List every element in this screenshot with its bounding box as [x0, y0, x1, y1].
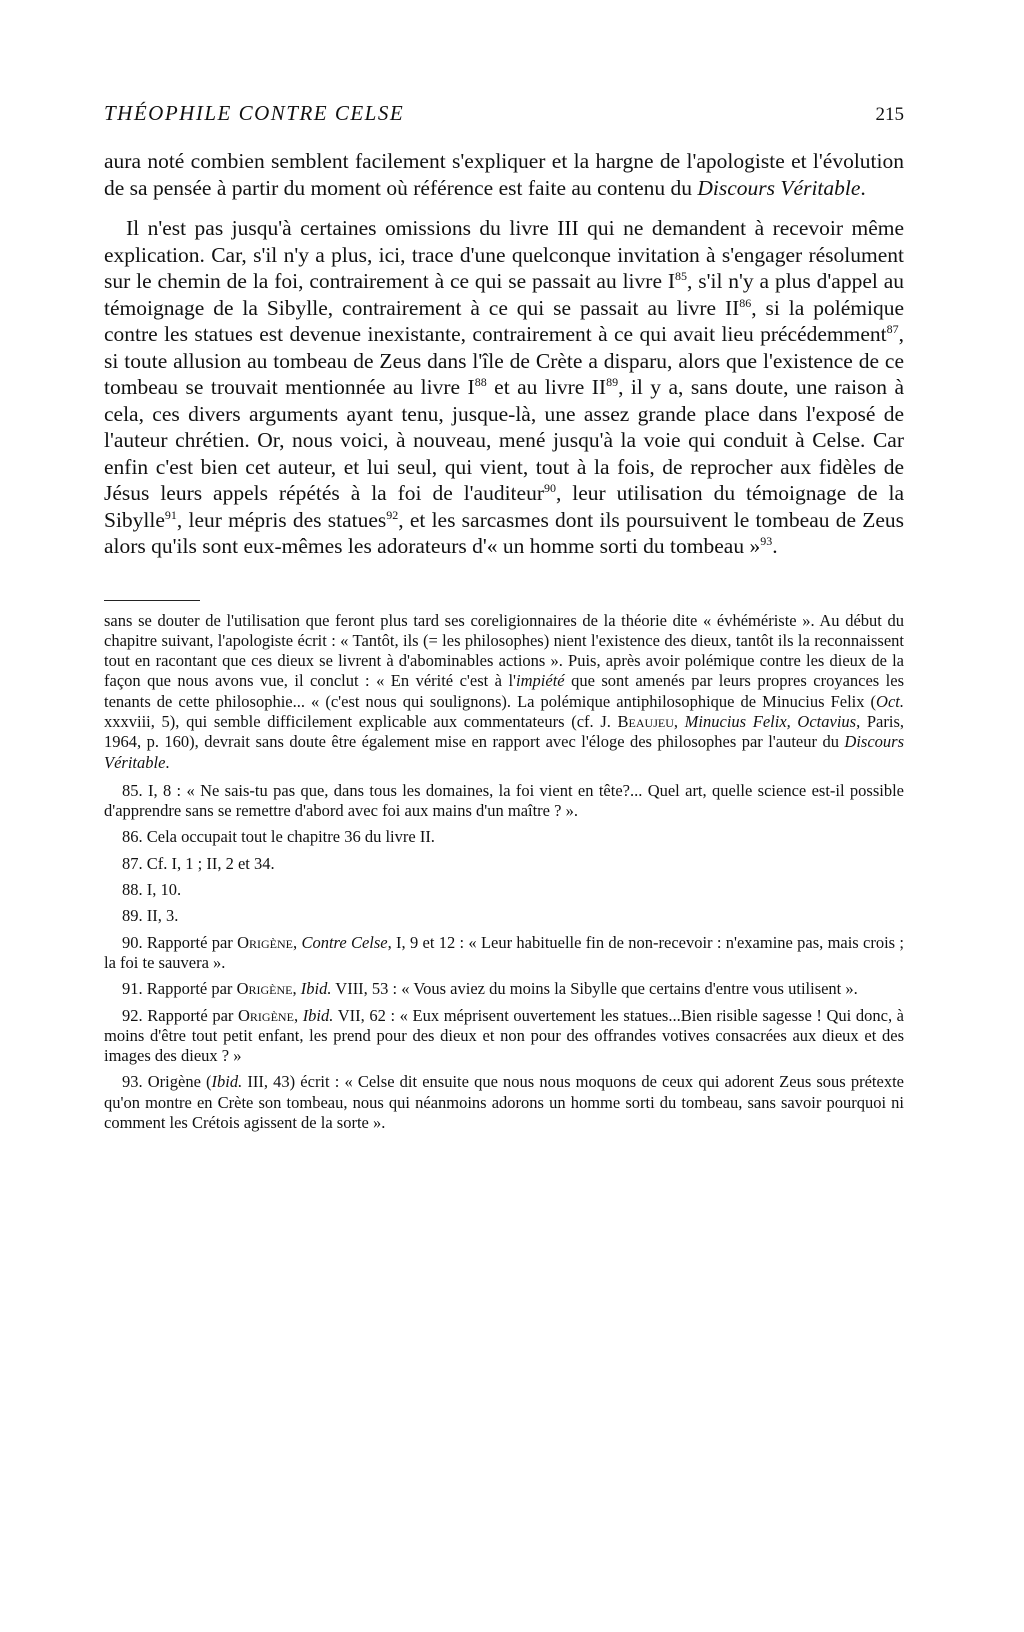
footnote-ref-86[interactable]: 86: [739, 295, 752, 310]
footnote-continued-part-d: ,: [673, 711, 685, 731]
paragraph-2-part-d: , si toute allusion au tombeau de Zeus dans l'île de Crète a disparu, alors que l'existence de ce tombeau se trouvait mentionnée au livre I: [104, 322, 904, 399]
footnote-continued-part-c: xxxviii, 5), qui semble difficilement explicable aux commentateurs (cf. J.: [104, 711, 618, 731]
footnote-93-part-a: 93. Origène (: [122, 1072, 212, 1092]
paragraph-2-part-a: Il n'est pas jusqu'à certaines omissions du livre III qui ne demandent à recevoir même explication. Car, s'il n'y a plus, ici, trace d'une quelconque invitation à s'engager résolument sur le chemin de la foi, contrairement à ce qui se passait au livre I: [104, 216, 904, 293]
paragraph-2-part-c: , si la polémique contre les statues est devenue inexistante, contrairement à ce qui avait lieu précédemment: [104, 295, 904, 346]
ibid-abbrev: Ibid.: [300, 979, 332, 999]
footnote-85: 85. I, 8 : « Ne sais-tu pas que, dans tous les domaines, la foi vient en tête?... Quel art, quelle science est-il possible d'apprendre sans se remettre d'abord avec foi aux mains d'un maître ? ».: [104, 780, 904, 821]
footnote-93-part-b: III, 43) écrit : « Celse dit ensuite que nous nous moquons de ceux qui adorent Zeus sous prétexte qu'on montre en Crète son tombeau, nous qui néanmoins adorons un homme sorti du tombeau, sans savoir pourquoi ni comment les Crétois agissent de la sorte ».: [104, 1072, 904, 1133]
footnote-continued-part-e: , Paris, 1964, p. 160), devrait sans doute être également mise en rapport avec l'éloge des philosophes par l'auteur du: [104, 711, 905, 752]
footnote-ref-88[interactable]: 88: [474, 374, 487, 389]
footnote-91-part-b: ,: [292, 979, 301, 999]
footnote-91: [104, 979, 904, 999]
footnote-86: 86. Cela occupait tout le chapitre 36 du livre II.: [122, 827, 435, 847]
emphasis-word: impiété: [516, 671, 565, 691]
work-abbrev: Oct.: [876, 691, 904, 711]
footnote-ref-90[interactable]: 90: [543, 480, 556, 495]
footnotes: [104, 611, 904, 1134]
footnote-continued: [104, 611, 904, 773]
work-title: Contre Celse: [301, 932, 388, 952]
footnote-continued-part-b: que sont amenés par leurs propres croyances les tenants de cette philosophie... « (c'est nous qui soulignons). La polémique antiphilosophique de Minucius Felix (: [104, 671, 905, 711]
footnote-93: [104, 1072, 904, 1133]
footnote-90: [104, 933, 904, 974]
footnote-90-part-c: , I, 9 et 12 : « Leur habituelle fin de non-recevoir : n'examine pas, mais crois ; la foi te sauvera ».: [104, 932, 904, 972]
footnote-90-part-a: 90. Rapporté par: [122, 932, 238, 952]
footnote-92-part-c: VII, 62 : « Eux méprisent ouvertement les statues...Bien risible sagesse ! Qui donc, à moins d'être tout petit enfant, les prend pour des dieux et non pour des offrandes votives consacrées aux dieux et des images des dieux ? »: [104, 1005, 905, 1066]
paragraph-2-part-b: , s'il n'y a plus d'appel au témoignage de la Sibylle, contrairement à ce qui se passait au livre II: [104, 269, 904, 320]
footnote-ref-87[interactable]: 87: [886, 321, 899, 336]
running-header: [104, 88, 904, 126]
author-name: Beaujeu: [617, 711, 674, 731]
author-name: Origène: [237, 932, 293, 952]
footnote-92: [104, 1006, 904, 1067]
footnote-91-part-a: 91. Rapporté par: [122, 979, 237, 999]
footnote-divider: [104, 600, 200, 601]
footnote-continued-part-a: sans se douter de l'utilisation que feront plus tard ses coreligionnaires de la théorie dite « évhémériste ». Au début du chapitre suivant, l'apologiste écrit : « Tantôt, ils (= les philosophes) nient l'existence des dieux, tantôt ils la reconnaissent tout en racontant que ces dieux se livrent à d'abominables actions ». Puis, après avoir polémique contre les dieux de la façon que nous avons vue, il conclut : « En vérité c'est à l': [104, 610, 904, 691]
paragraph-2: Il n'est pas jusqu'à certaines omissions du livre III qui ne demandent à recevoir même explication. Car, s'il n'y a plus, ici, trace d'une quelconque invitation à s'engager résolument sur le chemin de la foi, contrairement à ce qui se passait au livre $I^{85}$, s'il n'y a plus d'appel au témoignage de la Sibylle, contrairement à ce qui se passait au livre II$^{86}$, si la polémique contre les statues est devenue inexistante, contrairement à ce qui avait lieu précédemment$^{87}$, si toute allusion au tombeau de Zeus dans l'île de Crète a disparu, alors que l'existence de ce tombeau se trouvait mentionnée au livre $I^{88}$ et au livre II$^{89}$, il y a, sans doute, une raison à cela, ces divers arguments ayant tenu, jusque-là, une assez grande place dans l'exposé de l'auteur chrétien. Or, nous voici, à nouveau, mené jusqu'à la voie qui conduit à Celse. Car enfin c'est bien cet auteur, et lui seul, qui vient, tout à la fois, de reprocher aux fidèles de Jésus leurs appels répétés à la foi de l'auditeur$^{90}$, leur utilisation du témoignage de la Sibylle$^{91}$, leur mépris des statues$^{92}$, et les sarcasmes dont ils poursuivent le tombeau de Zeus alors qu'ils sont eux-mêmes les adorateurs d'« un homme sorti du tombeau »$^{93}$.: [104, 216, 904, 558]
footnote-ref-85[interactable]: 85: [675, 268, 688, 283]
paragraph-2-part-g: , leur utilisation du témoignage de la Sibylle: [104, 481, 904, 532]
page-number: 215: [875, 104, 904, 125]
author-name: Origène: [236, 979, 293, 999]
book-page: [104, 88, 904, 1139]
author-name: Origène: [238, 1005, 294, 1025]
footnote-continued-part-f: .: [165, 752, 170, 772]
paragraph-1: aura noté combien semblent facilement s'expliquer et la hargne de l'apologiste et l'évolution de sa pensée à partir du moment où référence est faite au contenu du Discours Véritable.: [104, 149, 904, 200]
paragraph-1-text: aura noté combien semblent facilement s'expliquer et la hargne de l'apologiste et l'évolution de sa pensée à partir du moment où référence est faite au contenu du: [104, 149, 904, 200]
ibid-abbrev: Ibid.: [211, 1072, 243, 1092]
main-text: [104, 148, 904, 560]
paragraph-2-part-f: , il y a, sans doute, une raison à cela, ces divers arguments ayant tenu, jusque-là, une assez grande place dans l'exposé de l'auteur chrétien. Or, nous voici, à nouveau, mené jusqu'à la voie qui conduit à Celse. Car enfin c'est bien cet auteur, et lui seul, qui vient, tout à la fois, de reprocher aux fidèles de Jésus leurs appels répétés à la foi de l'auditeur: [104, 375, 904, 505]
footnote-ref-92[interactable]: 92: [386, 507, 399, 522]
work-title: Discours Véritable: [697, 175, 861, 200]
footnote-88: 88. I, 10.: [122, 880, 182, 900]
footnote-90-part-b: ,: [293, 932, 302, 952]
footnote-ref-93[interactable]: 93: [760, 533, 773, 548]
footnote-89: 89. II, 3.: [122, 906, 179, 926]
paragraph-2-part-i: , et les sarcasmes dont ils poursuivent le tombeau de Zeus alors qu'ils sont eux-mêmes les adorateurs d'« un homme sorti du tombeau »: [104, 507, 904, 558]
footnote-ref-89[interactable]: 89: [606, 374, 619, 389]
footnote-ref-91[interactable]: 91: [164, 507, 177, 522]
footnote-87: 87. Cf. I, 1 ; II, 2 et 34.: [122, 853, 275, 873]
ibid-abbrev: Ibid.: [302, 1005, 334, 1025]
work-title: Minucius Felix, Octavius: [684, 711, 857, 731]
footnote-91-part-c: VIII, 53 : « Vous aviez du moins la Sibylle que certains d'entre vous utilisent ».: [331, 979, 858, 999]
footnote-92-part-a: 92. Rapporté par: [122, 1005, 239, 1025]
running-title: THÉOPHILE CONTRE CELSE: [104, 101, 405, 125]
paragraph-2-part-e: et au livre II: [486, 375, 607, 399]
paragraph-2-part-h: , leur mépris des statues: [176, 507, 387, 532]
work-title: Discours Véritable: [104, 732, 904, 772]
footnote-92-part-b: ,: [293, 1005, 303, 1025]
